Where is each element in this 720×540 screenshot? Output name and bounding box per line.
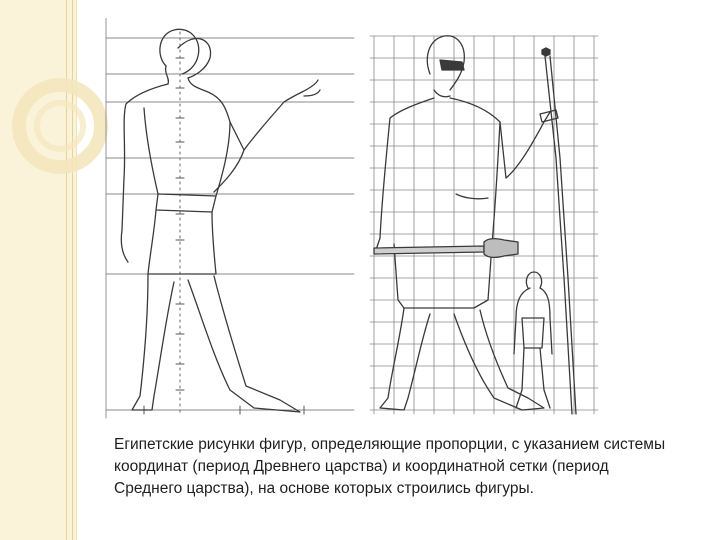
axis-tick-marks: [144, 58, 304, 414]
egyptian-proportion-figure: [104, 18, 604, 422]
old-kingdom-figure: [121, 29, 320, 412]
middle-kingdom-figure: [374, 36, 576, 414]
old-kingdom-guidelines: [106, 18, 354, 418]
proportion-drawing: [104, 18, 604, 422]
figure-caption: Египетские рисунки фигур, определяющие пропорции, с указанием системы координат (период Древнего царства) и координатной сетки (период Среднего царства), на основе которых строились фигуры.: [114, 436, 666, 497]
middle-kingdom-grid: [370, 36, 598, 414]
decorative-ring-inner: [34, 100, 86, 152]
